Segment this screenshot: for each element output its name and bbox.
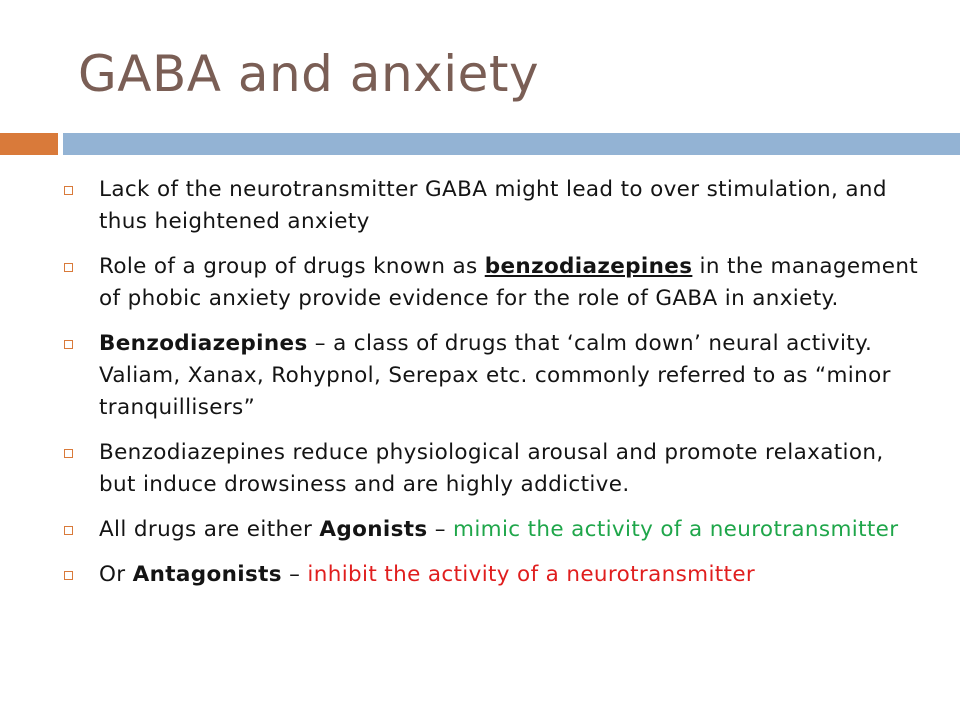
title-rule-bar (63, 133, 960, 155)
square-bullet-icon (64, 340, 73, 349)
bullet-item-agonists (64, 514, 924, 546)
term-benzodiazepines: Benzodiazepines (99, 331, 308, 356)
agonist-definition: mimic the activity of a neurotransmitter (453, 517, 899, 542)
bullet-item-benzo-role (64, 251, 924, 315)
bullet-text (99, 251, 924, 315)
term-agonists: Agonists (319, 517, 428, 542)
square-bullet-icon (64, 263, 73, 272)
text-run: – a class of drugs that ‘calm down’ neural activity. Valiam, Xanax, Rohypnol, Serepax etc. commonly referred to as “minor tranquillisers” (99, 331, 891, 420)
square-bullet-icon (64, 186, 73, 195)
bullet-item-gaba-lack (64, 174, 924, 238)
slide-title: GABA and anxiety (78, 45, 540, 103)
bullet-text: Benzodiazepines reduce physiological arousal and promote relaxation, but induce drowsiness and are highly addictive. (99, 440, 884, 497)
bullet-item-antagonists (64, 559, 924, 591)
bullet-list (64, 174, 924, 604)
bullet-item-benzo-effects (64, 437, 924, 501)
bullet-text: Lack of the neurotransmitter GABA might lead to over stimulation, and thus heightened anxiety (99, 177, 887, 234)
bullet-text (99, 328, 924, 424)
text-run: Role of a group of drugs known as (99, 254, 485, 279)
square-bullet-icon (64, 526, 73, 535)
term-antagonists: Antagonists (132, 562, 282, 587)
text-run: Or (99, 562, 133, 587)
bullet-item-benzo-definition (64, 328, 924, 424)
bullet-text (99, 559, 755, 591)
text-run: in the management of phobic anxiety provide evidence for the role of GABA in anxiety. (99, 254, 919, 311)
square-bullet-icon (64, 449, 73, 458)
square-bullet-icon (64, 571, 73, 580)
text-run: All drugs are either (99, 517, 320, 542)
antagonist-definition: inhibit the activity of a neurotransmitter (307, 562, 756, 587)
bullet-text (99, 514, 898, 546)
term-benzodiazepines: benzodiazepines (484, 254, 693, 279)
title-accent-bar (0, 133, 58, 155)
text-run: – (281, 562, 308, 587)
text-run: – (427, 517, 454, 542)
